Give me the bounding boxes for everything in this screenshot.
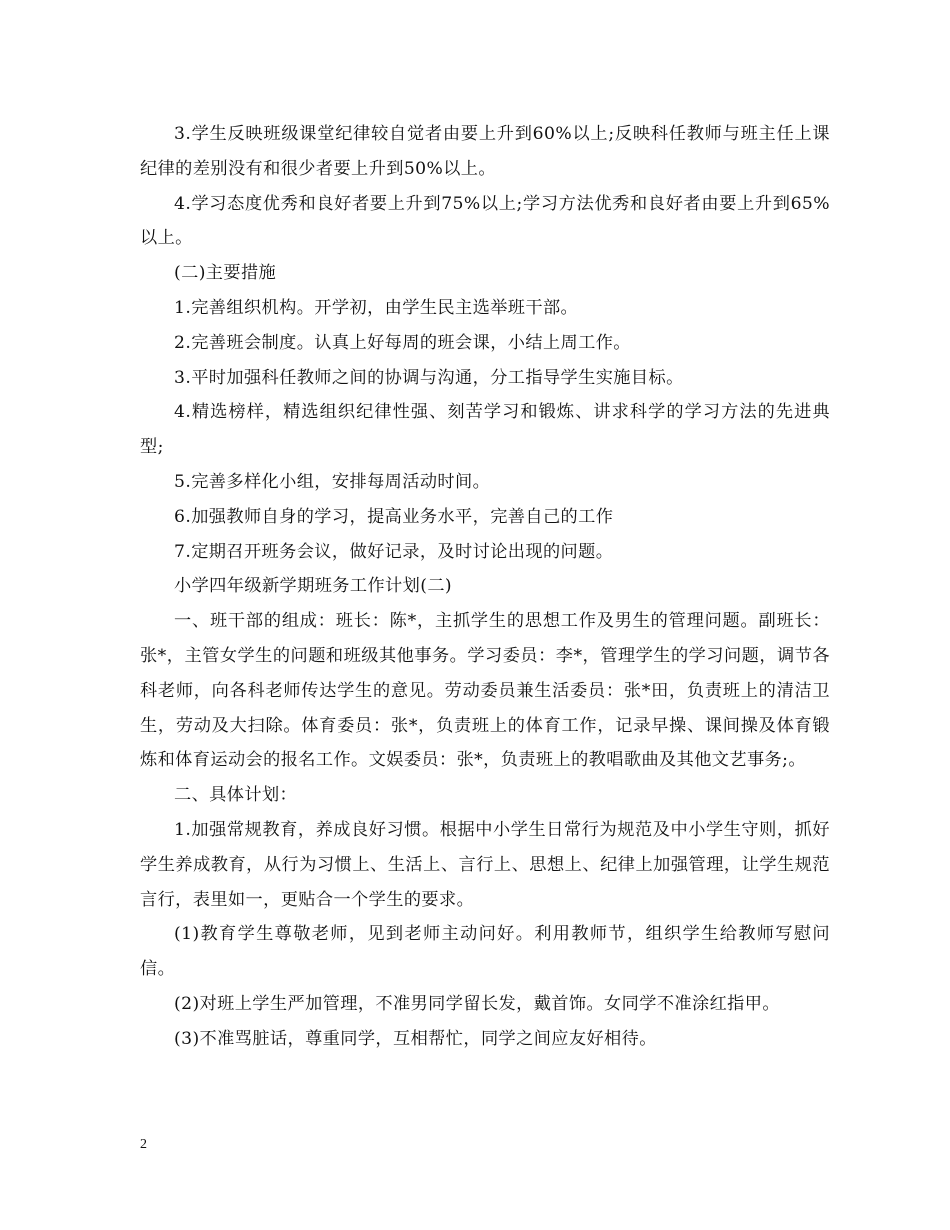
paragraph-class-cadres: 一、班干部的组成：班长：陈*，主抓学生的思想工作及男生的管理问题。副班长：张*，主管女学生的问题和班级其他事务。学习委员：李*，管理学生的学习问题，调节各科老师，向各科老师传达学生的意见。劳动委员兼生活委员：张*田，负责班上的清洁卫生，劳动及大扫除。体育委员：张*，负责班上的体育工作，记录早操、课间操及体育锻炼和体育运动会的报名工作。文娱委员：张*，负责班上的教唱歌曲及其他文艺事务;。 [140, 611, 830, 771]
paragraph-routine-education: 1.加强常规教育，养成良好习惯。根据中小学生日常行为规范及中小学生守则，抓好学生养成教育，从行为习惯上、生活上、言行上、思想上、纪律上加强管理，让学生规范言行，表里如一，更贴合一个学生的要求。 [140, 819, 830, 910]
paragraph-measure-2: 2.完善班会制度。认真上好每周的班会课，小结上周工作。 [174, 332, 631, 353]
paragraph-goal-3: 3.学生反映班级课堂纪律较自觉者由要上升到60%以上;反映科任教师与班主任上课纪律的差别没有和很少者要上升到50%以上。 [140, 124, 830, 179]
section-heading-measures: (二)主要措施 [174, 263, 277, 284]
paragraph-measure-7: 7.定期召开班务会议，做好记录，及时讨论出现的问题。 [174, 541, 614, 562]
paragraph-measure-6: 6.加强教师自身的学习，提高业务水平，完善自己的工作 [174, 506, 614, 527]
document-body [140, 117, 830, 1057]
section-heading-specific-plan: 二、具体计划： [174, 785, 298, 806]
page-number: 2 [140, 1137, 147, 1152]
paragraph-item-3: (3)不准骂脏话，尊重同学，互相帮忙，同学之间应友好相待。 [174, 1028, 657, 1049]
paragraph-item-1: (1)教育学生尊敬老师，见到老师主动问好。利用教师节，组织学生给教师写慰问信。 [140, 924, 830, 980]
paragraph-measure-3: 3.平时加强科任教师之间的协调与沟通，分工指导学生实施目标。 [174, 367, 684, 388]
paragraph-goal-4: 4.学习态度优秀和良好者要上升到75%以上;学习方法优秀和良好者由要上升到65%以上。 [140, 193, 830, 249]
paragraph-item-2: (2)对班上学生严加管理，不准男同学留长发，戴首饰。女同学不准涂红指甲。 [174, 993, 780, 1014]
paragraph-measure-1: 1.完善组织机构。开学初，由学生民主选举班干部。 [174, 297, 579, 318]
plan-title: 小学四年级新学期班务工作计划(二) [174, 576, 453, 597]
paragraph-measure-5: 5.完善多样化小组，安排每周活动时间。 [174, 471, 491, 492]
paragraph-measure-4: 4.精选榜样，精选组织纪律性强、刻苦学习和锻炼、讲求科学的学习方法的先进典型; [140, 402, 830, 458]
